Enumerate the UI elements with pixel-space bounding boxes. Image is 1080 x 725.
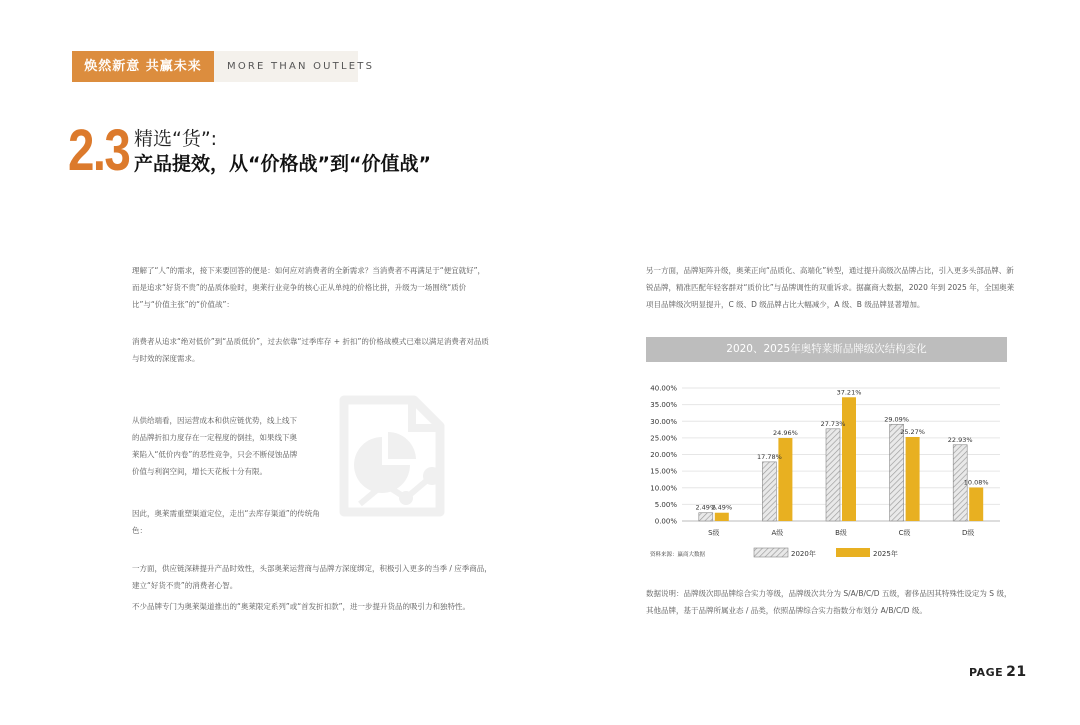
exclusive-series-paragraph: 不少品牌专门为奥莱渠道推出的“奥莱限定系列”或“首发折扣款”，进一步提升货品的吸引力和独特性。 — [132, 602, 471, 611]
legend-swatch-2020 — [754, 548, 788, 557]
brand-matrix-paragraph: 另一方面，品牌矩阵升级，奥莱正向“品质化、高端化”转型，通过提升高级次品牌占比，引入更多头部品牌、新锐品牌，精准匹配年轻客群对“质价比”与品牌调性的双重诉求。据赢商大数据，2020 年到 2025 年，全国奥莱项目品牌级次明显提升，C 级、D 级品牌占比大幅减少，A 级、B 级品牌显著增加。 — [646, 266, 1015, 309]
bar-2020年 — [826, 429, 840, 521]
data-label: 2.49% — [695, 503, 717, 512]
chart-source: 资料来源：赢商大数据 — [650, 552, 706, 558]
y-tick-label: 35.00% — [650, 401, 677, 410]
bar-2020年 — [762, 462, 776, 521]
repositioning-paragraph: 因此，奥莱需重塑渠道定位，走出“去库存渠道”的传统角色： — [132, 509, 320, 535]
category-label: B级 — [835, 529, 847, 537]
brand-tier-bar-chart — [640, 376, 1020, 576]
legend-label-2025: 2025年 — [873, 550, 898, 558]
intro-paragraph: 理解了“人”的需求，接下来要回答的便是：如何应对消费者的全新需求？当消费者不再满足于“便宜就好”，而是追求“好货不贵”的品质体验时，奥莱行业竞争的核心正从单纯的价格比拼，升级为一场围绕“质价比”与“价值主张”的“价值战”： — [132, 266, 486, 309]
section-number: 2.3 — [68, 118, 130, 183]
page-digit: 21 — [1006, 664, 1027, 680]
chart-title: 2020、2025年奥特莱斯品牌级次结构变化 — [646, 337, 1007, 362]
bar-2020年 — [890, 424, 904, 521]
bar-2025年 — [969, 487, 983, 521]
y-tick-label: 15.00% — [650, 467, 677, 476]
category-label: S级 — [708, 529, 720, 537]
bar-2025年 — [715, 513, 729, 521]
data-label: 27.73% — [820, 419, 846, 428]
y-tick-label: 30.00% — [650, 417, 677, 426]
data-label: 25.27% — [900, 427, 925, 436]
y-tick-label: 5.00% — [654, 500, 677, 509]
data-label: 10.08% — [963, 478, 989, 487]
y-tick-label: 0.00% — [654, 517, 677, 526]
category-label: C级 — [898, 529, 911, 537]
y-tick-label: 25.00% — [650, 434, 677, 443]
supply-paragraph: 从供给端看，因运营成本和供应链优势，线上线下的品牌折扣力度存在一定程度的倒挂，如果线下奥莱陷入“低价内卷”的恶性竞争，只会不断侵蚀品牌价值与利润空间，增长天花板十分有限。 — [132, 416, 298, 476]
bar-2025年 — [778, 438, 792, 521]
category-label: A级 — [771, 529, 784, 537]
y-tick-label: 40.00% — [650, 384, 677, 393]
document-chart-icon — [332, 392, 462, 522]
category-label: D级 — [962, 529, 975, 537]
data-label: 37.21% — [836, 388, 862, 397]
bar-2020年 — [699, 513, 713, 521]
consumer-paragraph: 消费者从追求“绝对低价”到“品质低价”，过去依靠“过季库存 + 折扣”的价格战模式已难以满足消费者对品质与时效的深度需求。 — [132, 337, 489, 363]
bar-2025年 — [842, 397, 856, 521]
data-label: 17.78% — [757, 452, 782, 461]
data-label: 24.96% — [773, 429, 798, 438]
page-word: PAGE — [969, 666, 1004, 679]
data-label: 22.93% — [947, 435, 973, 444]
header-tagline: MORE THAN OUTLETS — [227, 61, 375, 72]
section-title-line2: 产品提效，从“价格战”到“价值战” — [134, 153, 431, 175]
supply-chain-paragraph: 一方面，供应链深耕提升产品时效性，头部奥莱运营商与品牌方深度绑定，积极引入更多的当季 / 应季商品，建立“好货不贵”的消费者心智。 — [132, 564, 492, 590]
y-tick-label: 20.00% — [650, 451, 677, 459]
page-number — [969, 664, 1027, 680]
y-tick-label: 10.00% — [650, 484, 677, 493]
data-note: 数据说明：品牌级次即品牌综合实力等级，品牌级次共分为 S/A/B/C/D 五级，奢侈品因其特殊性设定为 S 级，其他品牌，基于品牌所属业态 / 品类，依照品牌综合实力指数分布划分 A/B/C/D 级。 — [646, 589, 1012, 615]
legend-label-2020: 2020年 — [791, 550, 816, 558]
data-label: 2.49% — [711, 503, 733, 512]
data-label: 29.09% — [884, 415, 909, 424]
slogan-badge: 焕然新意 共赢未来 — [72, 51, 214, 82]
legend-swatch-2025 — [836, 548, 870, 557]
section-title-line1: 精选“货”: — [134, 128, 218, 150]
bar-2025年 — [906, 437, 920, 521]
